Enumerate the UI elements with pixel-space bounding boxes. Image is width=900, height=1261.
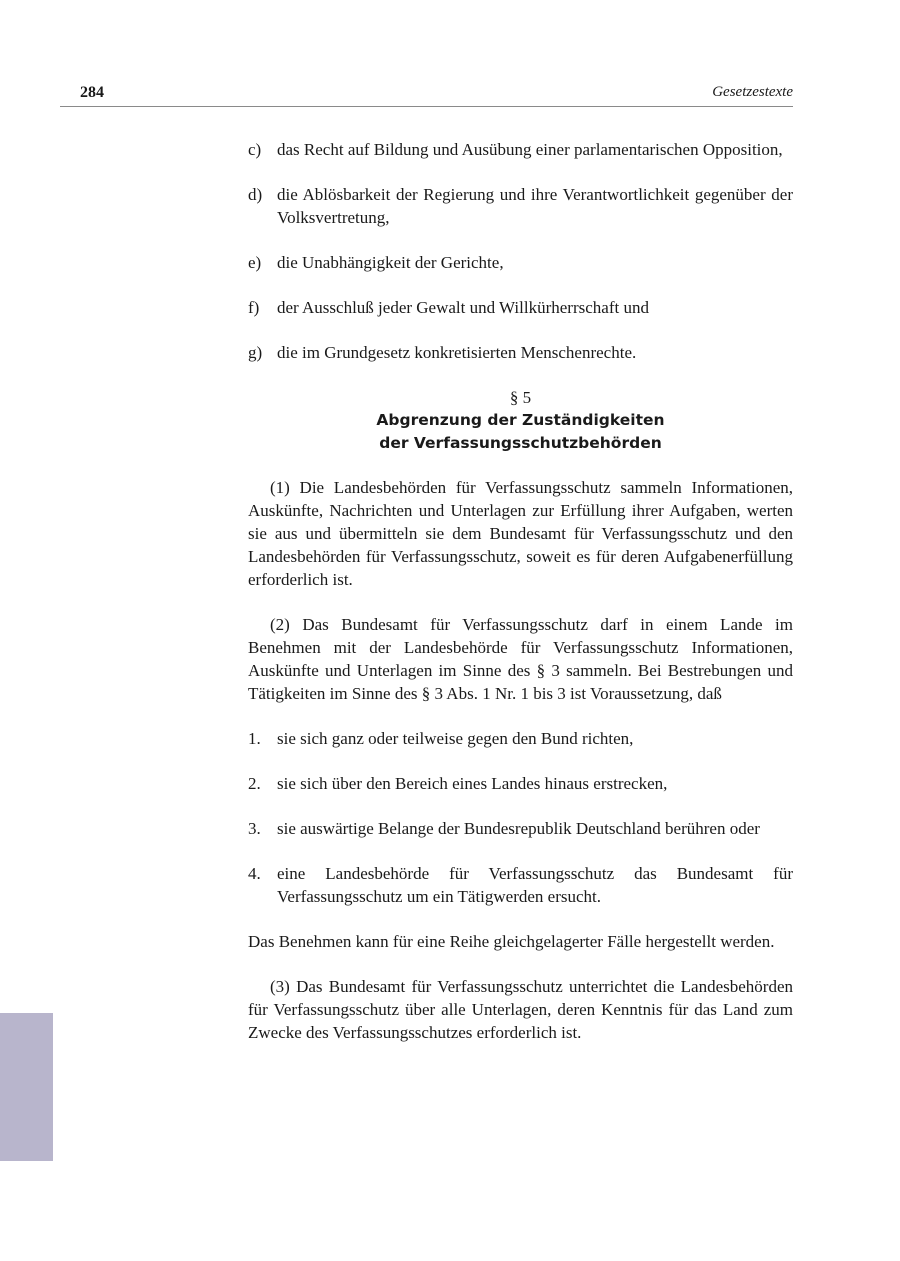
section-number: § 5 — [509, 388, 532, 407]
list-item-label: d) — [248, 185, 263, 204]
list-item — [248, 138, 793, 161]
list-item-label: e) — [248, 253, 262, 272]
paragraph-3: (3) Das Bundesamt für Verfassungsschutz unterrichtet die Landesbehörden für Verfassungsschutz über alle Unterlagen, deren Kenntnis für das Land zum Zwecke des Verfassungsschutzes erforderlich ist. — [248, 977, 793, 1042]
running-head: Gesetzestexte — [712, 84, 793, 100]
numbered-item-text: sie auswärtige Belange der Bundesrepublik Deutschland berühren oder — [277, 819, 760, 838]
numbered-item — [248, 772, 793, 795]
section-title-line-1: Abgrenzung der Zuständigkeiten — [376, 411, 665, 429]
paragraph-benehmen: Das Benehmen kann für eine Reihe gleichgelagerter Fälle hergestellt werden. — [248, 932, 775, 951]
numbered-item — [248, 727, 793, 750]
page-number: 284 — [80, 84, 104, 101]
list-item-label: c) — [248, 140, 262, 159]
paragraph-1: (1) Die Landesbehörden für Verfassungsschutz sammeln Informationen, Auskünfte, Nachrichten und Unterlagen zur Erfüllung ihrer Aufgaben, werten sie aus und übermitteln sie dem Bundesamt für Verfassungsschutz und den Landesbehörden für Verfassungsschutz, soweit es für deren Aufgabenerfüllung erforderlich ist. — [248, 478, 793, 589]
numbered-item-label: 2. — [248, 774, 261, 793]
numbered-item-text: sie sich ganz oder teilweise gegen den Bund richten, — [277, 729, 634, 748]
list-item-text: das Recht auf Bildung und Ausübung einer parlamentarischen Opposition, — [277, 140, 783, 159]
list-item-label: f) — [248, 298, 260, 317]
thumb-index-tab — [0, 1013, 53, 1161]
list-item-label: g) — [248, 343, 263, 362]
list-item — [248, 183, 793, 229]
list-item — [248, 341, 793, 364]
paragraph-2: (2) Das Bundesamt für Verfassungsschutz darf in einem Lande im Benehmen mit der Landesbehörde für Verfassungsschutz Informationen, Auskünfte und Unterlagen im Sinne des § 3 sammeln. Bei Bestrebungen und Tätigkeiten im Sinne des § 3 Abs. 1 Nr. 1 bis 3 ist Voraussetzung, daß — [248, 615, 793, 703]
section-title-line-2: der Verfassungsschutzbehörden — [379, 434, 662, 452]
list-item-text: die Ablösbarkeit der Regierung und ihre Verantwortlichkeit gegenüber der Volksvertretung, — [277, 185, 793, 227]
list-item-text: der Ausschluß jeder Gewalt und Willkürherrschaft und — [277, 298, 649, 317]
numbered-item — [248, 862, 793, 908]
list-item-text: die im Grundgesetz konkretisierten Menschenrechte. — [277, 343, 637, 362]
list-item-text: die Unabhängigkeit der Gerichte, — [277, 253, 504, 272]
numbered-item-label: 4. — [248, 864, 261, 883]
page-header — [60, 84, 793, 107]
list-item — [248, 251, 793, 274]
list-item — [248, 296, 793, 319]
page-body — [248, 138, 793, 1066]
numbered-item-label: 3. — [248, 819, 261, 838]
numbered-item — [248, 817, 793, 840]
numbered-item-text: eine Landesbehörde für Verfassungsschutz das Bundesamt für Verfassungsschutz um ein Tätigwerden ersucht. — [277, 864, 793, 906]
numbered-item-text: sie sich über den Bereich eines Landes hinaus erstrecken, — [277, 774, 668, 793]
section-heading — [248, 386, 793, 455]
numbered-item-label: 1. — [248, 729, 261, 748]
